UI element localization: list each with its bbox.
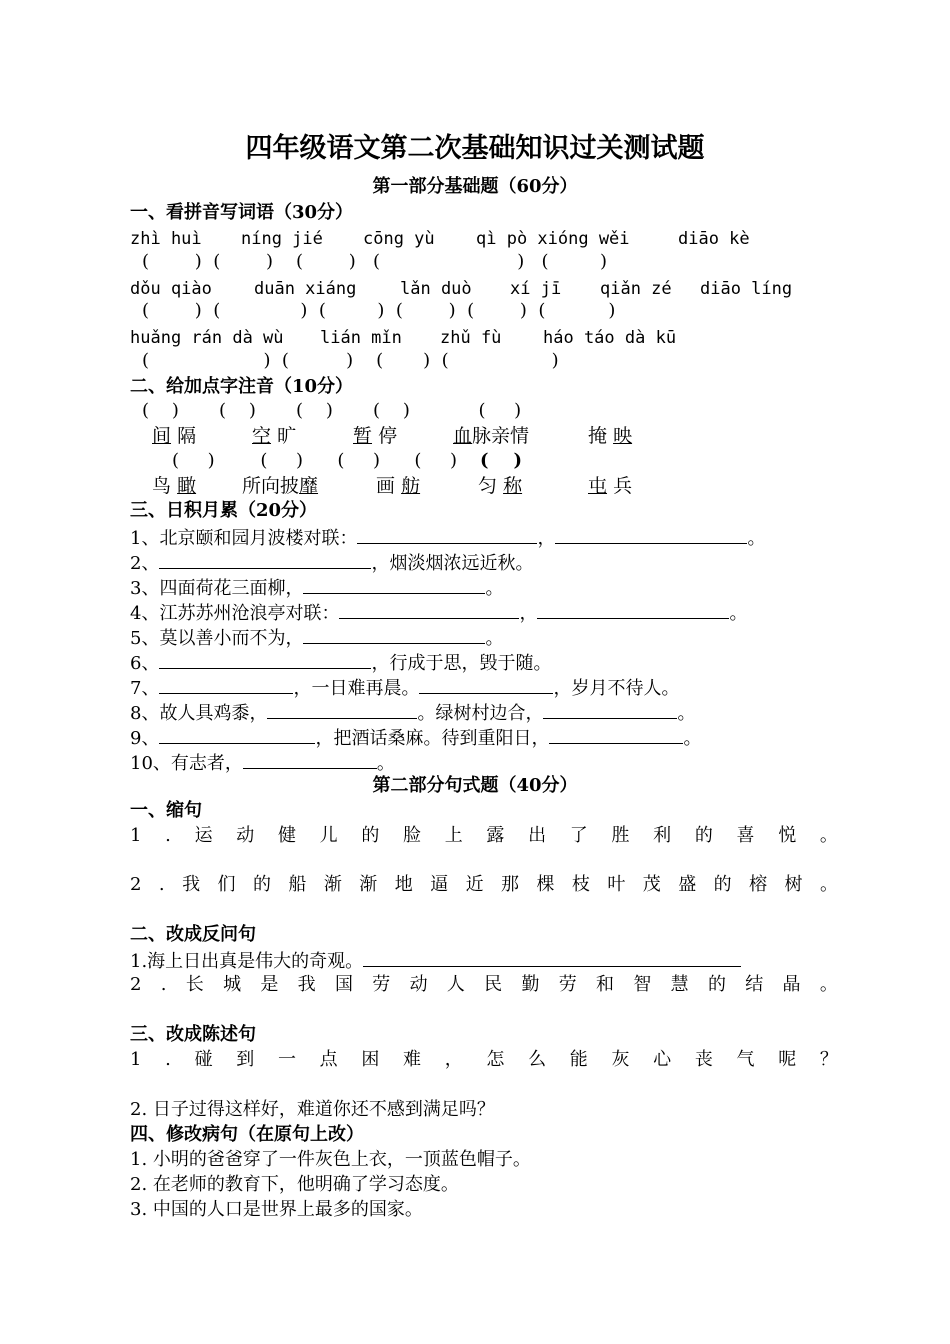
pinyin-6: dǒu qiào — [130, 279, 212, 299]
sentence-char: ？ — [819, 1049, 838, 1070]
sentence-char: 长 — [185, 974, 204, 995]
sentence-char: ， — [444, 1049, 463, 1070]
fill-line-5: 5、莫以善小而不为， 。 — [130, 628, 504, 649]
word-10: 屯 兵 — [588, 475, 633, 497]
sentence-char: 么 — [528, 1049, 547, 1070]
word-5: 掩 映 — [588, 425, 633, 447]
sentence-char: 叶 — [607, 874, 626, 895]
fill-line-4: 4、江苏苏州沧浪亭对联： ， 。 — [130, 603, 748, 624]
answer-paren[interactable]: ( ) ( ) ( ) ( ) — [142, 350, 559, 371]
sentence-char: 脸 — [403, 825, 421, 846]
pinyin-15: háo táo dà kū — [543, 328, 677, 348]
blank[interactable] — [159, 651, 371, 669]
sentence-char: 2 — [130, 974, 142, 995]
pinyin-7: duān xiáng — [254, 279, 357, 299]
sentence-char: 动 — [236, 825, 255, 846]
word-1: 间 隔 — [152, 425, 197, 447]
pinyin-11: diāo líng — [700, 279, 793, 299]
sentence-3: 1.海上日出真是伟大的奇观。 — [130, 949, 741, 973]
sentence-char: 动 — [409, 974, 428, 995]
sentence-char: 盛 — [678, 874, 697, 895]
pinyin-14: zhǔ fù — [440, 328, 502, 348]
sentence-char: 点 — [319, 1049, 338, 1070]
sentence-char: 枝 — [571, 874, 590, 895]
sentence-char: 。 — [819, 974, 838, 995]
sentence-char: 逼 — [430, 874, 449, 895]
word-9: 匀 称 — [478, 475, 523, 497]
fill-line-6: 6、 ，行成于思，毁于随。 — [130, 653, 552, 674]
s2-heading: 二、给加点字注音（10分） — [130, 376, 354, 397]
answer-paren[interactable]: ( ) ( ) ( ) ( ) ( ) — [172, 450, 523, 471]
sentence-char: 气 — [736, 1049, 755, 1070]
sentence-char: 渐 — [359, 874, 378, 895]
sentence-char: 近 — [465, 874, 484, 895]
sentence-char: 结 — [745, 974, 764, 995]
sentence-char: 们 — [217, 874, 236, 895]
sentence-char: 心 — [653, 1049, 672, 1070]
sentence-char: 。 — [819, 874, 838, 895]
fill-line-10: 10、有志者， 。 — [130, 753, 395, 774]
word-7: 所向披靡 — [242, 475, 319, 497]
sentence-char: 呢 — [778, 1049, 797, 1070]
sentence-1 — [130, 825, 838, 847]
sentence-char: 船 — [288, 874, 307, 895]
blank[interactable] — [303, 626, 485, 644]
sentence-char: 丧 — [694, 1049, 713, 1070]
sentence-char: 的 — [713, 874, 732, 895]
sentence-char: 1 — [130, 825, 142, 846]
sentence-char: 困 — [361, 1049, 380, 1070]
blank[interactable] — [339, 601, 519, 619]
sentence-char: 碰 — [194, 1049, 213, 1070]
blank[interactable] — [243, 751, 377, 769]
page-title: 四年级语文第二次基础知识过关测试题 — [245, 133, 705, 164]
sentence-char: 我 — [182, 874, 201, 895]
blank[interactable] — [303, 576, 485, 594]
sentence-char: 胜 — [611, 825, 630, 846]
p2s1-heading: 一、缩句 — [130, 800, 202, 821]
blank[interactable] — [159, 551, 371, 569]
word-2: 空 旷 — [252, 425, 297, 447]
pinyin-10: qiǎn zé — [600, 279, 672, 299]
sentence-char: 和 — [596, 974, 615, 995]
sentence-9: 3. 中国的人口是世界上最多的国家。 — [130, 1199, 423, 1220]
pinyin-4: qì pò xióng wěi — [476, 229, 630, 249]
sentence-char: 国 — [334, 974, 353, 995]
pinyin-12: huǎng rán dà wù — [130, 328, 284, 348]
sentence-char: 喜 — [736, 825, 755, 846]
blank[interactable] — [357, 526, 537, 544]
sentence-char: 我 — [297, 974, 316, 995]
pinyin-3: cōng yù — [363, 229, 435, 249]
sentence-char: 利 — [653, 825, 672, 846]
sentence-char: 到 — [236, 1049, 255, 1070]
p2s2-heading: 二、改成反问句 — [130, 924, 256, 945]
pinyin-8: lǎn duò — [400, 279, 472, 299]
sentence-char: 灰 — [611, 1049, 630, 1070]
sentence-6: 2. 日子过得这样好，难道你还不感到满足吗？ — [130, 1099, 495, 1120]
blank[interactable] — [159, 676, 293, 694]
fill-line-9: 9、 ，把酒话桑麻。待到重阳日， 。 — [130, 728, 702, 749]
sentence-char: 怎 — [486, 1049, 505, 1070]
word-8: 画 舫 — [376, 475, 421, 497]
pinyin-9: xí jī — [510, 279, 562, 299]
blank[interactable] — [537, 601, 729, 619]
sentence-char: 的 — [361, 825, 380, 846]
sentence-char: 。 — [819, 825, 838, 846]
blank[interactable] — [159, 726, 315, 744]
sentence-char: 出 — [528, 825, 547, 846]
sentence-char: 榕 — [749, 874, 768, 895]
blank[interactable] — [267, 701, 417, 719]
sentence-char: 上 — [444, 825, 463, 846]
sentence-char: 的 — [694, 825, 713, 846]
answer-paren[interactable]: ( ) ( ) ( ) ( ) ( ) — [142, 400, 522, 421]
sentence-char: 城 — [223, 974, 242, 995]
sentence-char: 晶 — [782, 974, 801, 995]
sentence-7: 1. 小明的爸爸穿了一件灰色上衣，一顶蓝色帽子。 — [130, 1149, 531, 1170]
fill-line-7: 7、 ，一日难再晨。 ，岁月不待人。 — [130, 678, 680, 699]
word-6: 鸟 瞰 — [152, 475, 197, 497]
pinyin-1: zhì huì — [130, 229, 202, 249]
blank[interactable] — [363, 949, 741, 967]
sentence-char: 是 — [260, 974, 279, 995]
part2-title: 第二部分句式题（40分） — [372, 775, 578, 796]
sentence-char: 人 — [446, 974, 465, 995]
sentence-2 — [130, 874, 838, 896]
sentence-char: 健 — [277, 825, 296, 846]
sentence-char: 勤 — [521, 974, 540, 995]
sentence-char: 那 — [501, 874, 519, 895]
blank[interactable] — [419, 676, 553, 694]
sentence-char: 茂 — [642, 874, 661, 895]
sentence-char: 能 — [569, 1049, 588, 1070]
s1-heading: 一、看拼音写词语（30分） — [130, 202, 354, 223]
sentence-char: 慧 — [670, 974, 689, 995]
blank[interactable] — [555, 526, 747, 544]
sentence-char: 的 — [252, 874, 271, 895]
answer-paren[interactable]: ( ) ( ) ( ) ( ) ( ) ( ) — [142, 300, 616, 321]
sentence-8: 2. 在老师的教育下，他明确了学习态度。 — [130, 1174, 459, 1195]
p2s4-heading: 四、修改病句（在原句上改） — [130, 1124, 364, 1145]
p2s3-heading: 三、改成陈述句 — [130, 1024, 256, 1045]
sentence-char: 2 — [130, 874, 142, 895]
sentence-char: 智 — [633, 974, 652, 995]
sentence-char: 地 — [394, 874, 413, 895]
sentence-char: 的 — [707, 974, 726, 995]
sentence-char: 露 — [486, 825, 505, 846]
sentence-char: . — [158, 874, 165, 895]
sentence-char: 棵 — [536, 874, 555, 895]
blank[interactable] — [543, 701, 677, 719]
sentence-4 — [130, 974, 838, 996]
fill-line-8: 8、故人具鸡黍， 。绿树村边合， 。 — [130, 703, 696, 724]
sentence-char: 劳 — [558, 974, 577, 995]
pinyin-2: níng jié — [241, 229, 323, 249]
sentence-char: . — [165, 825, 171, 846]
sentence-char: . — [165, 1049, 171, 1070]
fill-line-2: 2、 ，烟淡烟浓远近秋。 — [130, 553, 534, 574]
sentence-char: 民 — [484, 974, 503, 995]
pinyin-5: diāo kè — [678, 229, 750, 249]
sentence-char: 了 — [569, 825, 588, 846]
fill-line-1: 1、北京颐和园月波楼对联： ， 。 — [130, 528, 766, 549]
pinyin-13: lián mǐn — [320, 328, 402, 348]
answer-paren[interactable]: ( ) ( ) ( ) ( ) ( ) — [142, 251, 608, 272]
sentence-char: 难 — [403, 1049, 421, 1070]
sentence-char: 渐 — [323, 874, 342, 895]
sentence-char: 悦 — [778, 825, 797, 846]
sentence-char: 劳 — [372, 974, 391, 995]
blank[interactable] — [549, 726, 683, 744]
sentence-5 — [130, 1049, 838, 1071]
sentence-char: 树 — [784, 874, 803, 895]
sentence-char: 运 — [194, 825, 213, 846]
sentence-char: . — [160, 974, 167, 995]
word-4: 血脉亲情 — [453, 425, 530, 447]
word-3: 暂 停 — [353, 425, 398, 447]
sentence-char: 儿 — [319, 825, 338, 846]
sentence-char: 1 — [130, 1049, 142, 1070]
s3-heading: 三、日积月累（20分） — [130, 500, 318, 521]
sentence-char: 一 — [277, 1049, 296, 1070]
fill-line-3: 3、四面荷花三面柳， 。 — [130, 578, 504, 599]
part1-title: 第一部分基础题（60分） — [372, 176, 578, 197]
